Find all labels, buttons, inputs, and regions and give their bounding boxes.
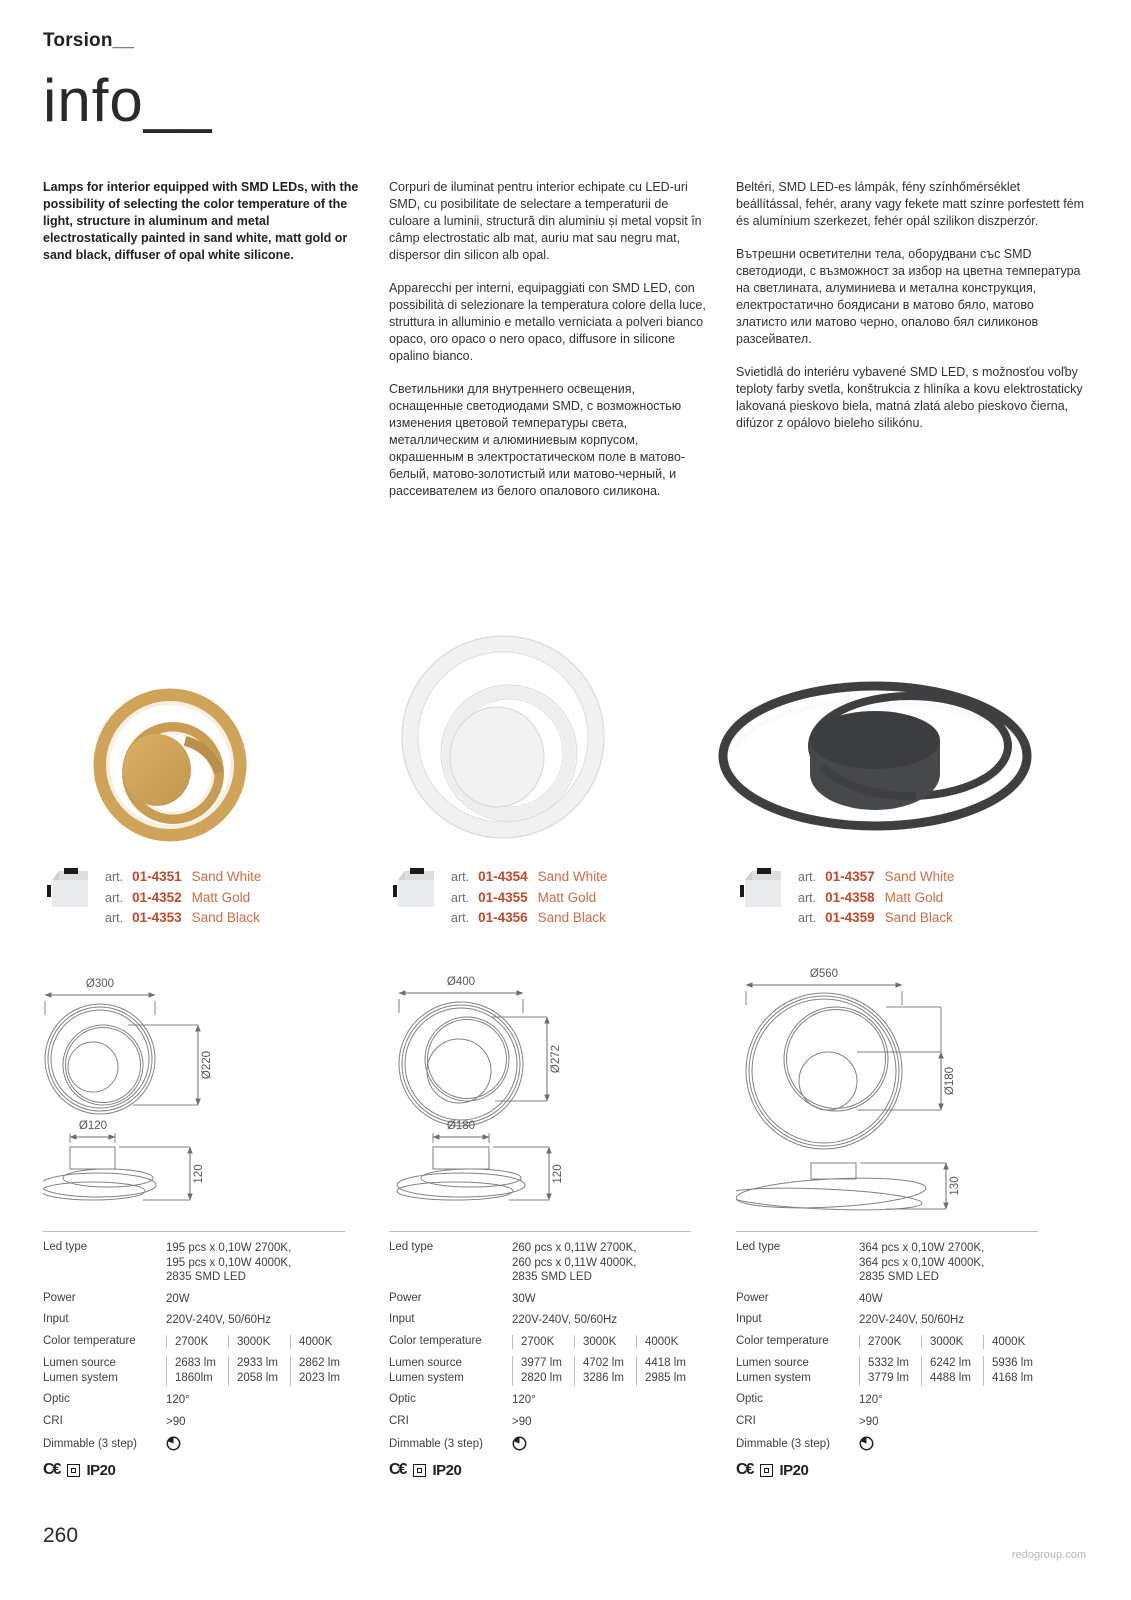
lumen-cell xyxy=(512,1356,574,1386)
lumen-system-value: 2820 lm xyxy=(521,1372,562,1384)
lumen-system-value: 2023 lm xyxy=(299,1372,340,1384)
ce-mark-icon: C€ xyxy=(736,1461,753,1478)
page-number: 260 xyxy=(43,1524,79,1547)
ct-cell: 3000K xyxy=(921,1335,983,1350)
spec-value-input: 220V-240V, 50/60Hz xyxy=(859,1314,965,1326)
article-line xyxy=(798,867,954,888)
dimmable-icon xyxy=(166,1436,181,1451)
led-type-line: 260 pcs x 0,11W 2700K, xyxy=(512,1242,637,1254)
art-label: art. xyxy=(105,870,124,884)
ct-cell: 2700K xyxy=(859,1335,921,1350)
led-type-line: 2835 SMD LED xyxy=(166,1271,246,1283)
art-finish: Sand White xyxy=(537,869,608,884)
description-column-2 xyxy=(389,179,712,516)
white-ring-lamp-image xyxy=(397,617,609,863)
article-line xyxy=(105,888,261,909)
lumen-source-value: 3977 lm xyxy=(521,1357,562,1369)
dimmable-icon xyxy=(512,1436,527,1451)
spec-block-1 xyxy=(43,1231,365,1479)
art-code: 01-4359 xyxy=(825,910,875,925)
art-code: 01-4354 xyxy=(478,869,528,884)
dim-front-outer: Ø560 xyxy=(809,968,839,980)
art-label: art. xyxy=(105,911,124,925)
spec-value-led-type xyxy=(859,1241,984,1285)
dimmable-icon xyxy=(859,1436,874,1451)
art-finish: Sand Black xyxy=(191,910,260,925)
certification-row xyxy=(389,1461,712,1479)
lumen-system-value: 4488 lm xyxy=(930,1372,971,1384)
lumen-cell xyxy=(983,1356,1045,1386)
description-en: Lamps for interior equipped with SMD LEDs, with the possibility of selecting the color temperature of the light, structure in aluminum and metal electrostatically painted in sand white, matt gold or sand black, diffuser of opal white silicone. xyxy=(43,180,359,262)
art-code: 01-4355 xyxy=(478,889,528,905)
art-label: art. xyxy=(451,890,470,905)
product-photo-row xyxy=(0,617,1131,857)
ceiling-mount-icon xyxy=(736,865,782,909)
spec-value-input: 220V-240V, 50/60Hz xyxy=(512,1314,618,1326)
ct-cell: 2700K xyxy=(512,1335,574,1350)
spec-value-cri: >90 xyxy=(166,1415,186,1428)
art-label: art. xyxy=(451,911,470,925)
art-code: 01-4352 xyxy=(132,889,182,905)
art-label: art. xyxy=(798,890,817,905)
lumen-values xyxy=(166,1356,352,1386)
lumen-system-value: 4168 lm xyxy=(992,1372,1033,1384)
page-header xyxy=(0,0,1131,135)
lumen-system-value: 3779 lm xyxy=(868,1372,909,1384)
spec-label-cri: CRI xyxy=(389,1414,409,1427)
spec-table-2 xyxy=(389,1231,691,1451)
article-line xyxy=(451,908,607,929)
class-ii-icon xyxy=(413,1464,426,1477)
description-bg: Вътрешни осветителни тела, оборудвани със SMD светодиоди, с възможност за избор на цветна температура на светлината, алуминиева и метална конструкция, електростатично боядисани в матово бяло, матово златисто или матово черно, опалово бял силиконов разсейвател. xyxy=(736,247,1081,346)
description-section xyxy=(0,179,1131,617)
lumen-cell xyxy=(574,1356,636,1386)
dim-front-outer: Ø300 xyxy=(85,978,115,990)
description-column-1 xyxy=(43,179,365,280)
ceiling-mount-icon xyxy=(389,865,435,909)
lumen-cell xyxy=(636,1356,698,1386)
led-type-line: 2835 SMD LED xyxy=(859,1271,939,1283)
article-lines xyxy=(105,865,261,929)
class-ii-icon xyxy=(67,1464,80,1477)
article-line xyxy=(798,888,954,909)
spec-label-lumen xyxy=(736,1356,859,1386)
spec-value-optic: 120° xyxy=(859,1394,883,1406)
art-label: art. xyxy=(798,911,817,925)
article-lines xyxy=(451,865,607,929)
family-text: Torsion xyxy=(43,30,113,51)
ct-cell: 3000K xyxy=(574,1335,636,1350)
certification-row xyxy=(736,1461,1086,1479)
lumen-values xyxy=(859,1356,1045,1386)
ip-rating: IP20 xyxy=(432,1461,462,1479)
art-finish: Sand Black xyxy=(537,910,606,925)
spec-label-power: Power xyxy=(736,1291,769,1304)
led-type-line: 195 pcs x 0,10W 2700K, xyxy=(166,1242,292,1254)
title-text: info xyxy=(43,67,144,134)
spec-label-dimmable: Dimmable (3 step) xyxy=(389,1437,483,1450)
ce-mark-icon: C€ xyxy=(389,1461,406,1478)
spec-table-row xyxy=(0,1231,1131,1479)
color-temperature-values xyxy=(859,1335,1045,1350)
spec-value-power: 40W xyxy=(859,1292,883,1305)
spec-label-dimmable: Dimmable (3 step) xyxy=(43,1437,137,1450)
art-code: 01-4357 xyxy=(825,869,875,884)
lumen-source-value: 2862 lm xyxy=(299,1357,340,1369)
ct-cell: 4000K xyxy=(636,1335,698,1350)
dimension-drawing-2 xyxy=(389,957,709,1225)
spec-label-lumen-source: Lumen source xyxy=(389,1357,462,1369)
lumen-source-value: 5936 lm xyxy=(992,1357,1033,1369)
lumen-system-value: 3286 lm xyxy=(583,1372,624,1384)
lumen-source-value: 4418 lm xyxy=(645,1357,686,1369)
color-temperature-values xyxy=(166,1335,352,1350)
dim-front-outer: Ø400 xyxy=(446,976,476,988)
lumen-values xyxy=(512,1356,698,1386)
article-block-2 xyxy=(389,865,712,951)
spec-label-dimmable: Dimmable (3 step) xyxy=(736,1437,830,1450)
ct-cell: 4000K xyxy=(983,1335,1045,1350)
art-finish: Sand White xyxy=(191,869,262,884)
dim-front-inner: Ø272 xyxy=(550,1044,562,1074)
dim-side-width: Ø180 xyxy=(446,1120,476,1132)
dim-front-inner: Ø180 xyxy=(944,1066,956,1096)
spec-label-lumen xyxy=(389,1356,512,1386)
led-type-line: 260 pcs x 0,11W 4000K, xyxy=(512,1256,637,1269)
art-finish: Matt Gold xyxy=(884,889,944,905)
article-line xyxy=(451,867,607,888)
lumen-cell xyxy=(228,1356,290,1386)
spec-label-optic: Optic xyxy=(736,1393,763,1405)
description-ru: Светильники для внутреннего освещения, оснащенные светодиодами SMD, с возможностью изменения цветовой температуры света, металлическим и алюминиевым корпусом, окрашенным в электростатическом поле в матово-белый, матово-золотистый или матово-черный, и рассеивателем из белого опалового силикона. xyxy=(389,382,686,498)
spec-table-3 xyxy=(736,1231,1038,1451)
ct-cell: 2700K xyxy=(166,1335,228,1350)
spec-label-color-temperature: Color temperature xyxy=(43,1334,136,1347)
lumen-source-value: 5332 lm xyxy=(868,1357,909,1369)
art-finish: Matt Gold xyxy=(191,889,251,905)
spec-label-lumen-system: Lumen system xyxy=(389,1372,464,1384)
dim-side-height: 130 xyxy=(949,1176,961,1196)
dimension-drawing-3 xyxy=(736,957,1056,1225)
lumen-cell xyxy=(921,1356,983,1386)
art-finish: Matt Gold xyxy=(537,889,597,905)
product-photo-black xyxy=(736,658,1086,868)
page-title xyxy=(43,66,1088,135)
art-code: 01-4358 xyxy=(825,889,875,905)
spec-value-input: 220V-240V, 50/60Hz xyxy=(166,1314,272,1326)
spec-label-lumen-source: Lumen source xyxy=(736,1357,809,1369)
dimension-drawing-1 xyxy=(43,957,363,1225)
spec-label-led-type: Led type xyxy=(736,1241,781,1253)
certification-row xyxy=(43,1461,365,1479)
ct-cell: 4000K xyxy=(290,1335,352,1350)
lumen-cell xyxy=(166,1356,228,1386)
spec-label-cri: CRI xyxy=(43,1414,63,1427)
spec-label-lumen-system: Lumen system xyxy=(43,1372,118,1384)
class-ii-icon xyxy=(760,1464,773,1477)
title-underscore: __ xyxy=(143,67,213,134)
spec-label-input: Input xyxy=(389,1313,415,1325)
spec-label-power: Power xyxy=(389,1291,422,1304)
spec-label-optic: Optic xyxy=(389,1393,416,1405)
art-label: art. xyxy=(105,890,124,905)
article-line xyxy=(105,908,261,929)
spec-block-2 xyxy=(389,1231,712,1479)
article-number-row xyxy=(0,865,1131,951)
art-code: 01-4351 xyxy=(132,869,182,884)
product-photo-white xyxy=(389,617,712,868)
art-code: 01-4353 xyxy=(132,910,182,925)
spec-label-power: Power xyxy=(43,1291,76,1304)
lumen-system-value: 2985 lm xyxy=(645,1372,686,1384)
spec-value-led-type xyxy=(512,1241,636,1285)
spec-value-optic: 120° xyxy=(166,1394,190,1406)
spec-label-cri: CRI xyxy=(736,1414,756,1427)
lumen-cell xyxy=(859,1356,921,1386)
description-column-3 xyxy=(736,179,1086,448)
art-code: 01-4356 xyxy=(478,910,528,925)
spec-label-led-type: Led type xyxy=(389,1241,434,1253)
article-line xyxy=(798,908,954,929)
description-hu: Beltéri, SMD LED-es lámpák, fény színhőmérséklet beállítással, fehér, arany vagy fekete matt színre porfestett fém és alumínium szerkezet, fehér opál szilikon diszperzór. xyxy=(736,180,1085,228)
dim-front-inner: Ø220 xyxy=(201,1050,213,1080)
lumen-source-value: 2683 lm xyxy=(175,1357,216,1369)
art-label: art. xyxy=(451,870,470,884)
spec-label-input: Input xyxy=(736,1313,762,1325)
spec-label-optic: Optic xyxy=(43,1393,70,1405)
spec-table-1 xyxy=(43,1231,345,1451)
article-line xyxy=(105,867,261,888)
led-type-line: 364 pcs x 0,10W 4000K, xyxy=(859,1256,985,1269)
spec-label-input: Input xyxy=(43,1313,69,1325)
lumen-source-value: 2933 lm xyxy=(237,1357,278,1369)
description-sk: Svietidlá do interiéru vybavené SMD LED, s možnosťou voľby teploty farby svetla, konštrukcia z hliníka a kovu elektrostaticky lakovaná pieskovo biela, matná zlatá alebo pieskovo čierna, difúzor z opálovo bieleho silikónu. xyxy=(736,365,1083,430)
spec-value-power: 20W xyxy=(166,1292,190,1305)
ce-mark-icon: C€ xyxy=(43,1461,60,1478)
spec-value-led-type xyxy=(166,1241,291,1285)
dim-side-width: Ø120 xyxy=(78,1120,108,1132)
spec-value-cri: >90 xyxy=(512,1415,532,1428)
spec-label-color-temperature: Color temperature xyxy=(389,1334,482,1347)
lumen-source-value: 6242 lm xyxy=(930,1357,971,1369)
lumen-system-value: 1860lm xyxy=(175,1372,213,1384)
article-block-1 xyxy=(43,865,365,951)
ceiling-mount-icon xyxy=(43,865,89,909)
description-ro: Corpuri de iluminat pentru interior echipate cu LED-uri SMD, cu posibilitate de selectare a temperaturii de culoare a luminii, structură din aluminiu și metal vopsit în câmp electrostatic alb mat, auriu mat sau negru mat, dispersor din silicon alb opal. xyxy=(389,180,702,262)
spec-value-power: 30W xyxy=(512,1292,536,1305)
article-lines xyxy=(798,865,954,929)
ct-cell: 3000K xyxy=(228,1335,290,1350)
spec-label-led-type: Led type xyxy=(43,1241,88,1253)
gold-ring-lamp-image xyxy=(85,671,255,863)
art-finish: Sand Black xyxy=(884,910,953,925)
family-underscore: __ xyxy=(112,30,135,51)
ip-rating: IP20 xyxy=(86,1461,116,1479)
ip-rating: IP20 xyxy=(779,1461,809,1479)
spec-value-optic: 120° xyxy=(512,1394,536,1406)
color-temperature-values xyxy=(512,1335,698,1350)
spec-label-lumen xyxy=(43,1356,166,1386)
description-it: Apparecchi per interni, equipaggiati con SMD LED, con possibilità di selezionare la temperatura colore della luce, struttura in alluminio e metallo verniciata a polveri bianco opaco, oro opaco o nero opaco, diffusore in silicone opalino bianco. xyxy=(389,281,706,363)
website-url: redogroup.com xyxy=(1012,1549,1086,1561)
lumen-system-value: 2058 lm xyxy=(237,1372,278,1384)
art-label: art. xyxy=(798,870,817,884)
article-line xyxy=(451,888,607,909)
art-finish: Sand White xyxy=(884,869,955,884)
dim-side-height: 120 xyxy=(193,1164,205,1184)
spec-block-3 xyxy=(736,1231,1086,1479)
lumen-cell xyxy=(290,1356,352,1386)
led-type-line: 195 pcs x 0,10W 4000K, xyxy=(166,1256,292,1269)
spec-label-lumen-system: Lumen system xyxy=(736,1372,811,1384)
dim-side-height: 120 xyxy=(552,1164,564,1184)
spec-label-color-temperature: Color temperature xyxy=(736,1334,829,1347)
lumen-source-value: 4702 lm xyxy=(583,1357,624,1369)
spec-label-lumen-source: Lumen source xyxy=(43,1357,116,1369)
led-type-line: 2835 SMD LED xyxy=(512,1271,592,1283)
dimension-drawing-row xyxy=(0,957,1131,1227)
led-type-line: 364 pcs x 0,10W 2700K, xyxy=(859,1242,985,1254)
black-ring-lamp-image xyxy=(710,658,1040,863)
product-photo-gold xyxy=(43,671,365,868)
product-family-name xyxy=(43,30,1088,52)
spec-value-cri: >90 xyxy=(859,1415,879,1428)
article-block-3 xyxy=(736,865,1086,951)
